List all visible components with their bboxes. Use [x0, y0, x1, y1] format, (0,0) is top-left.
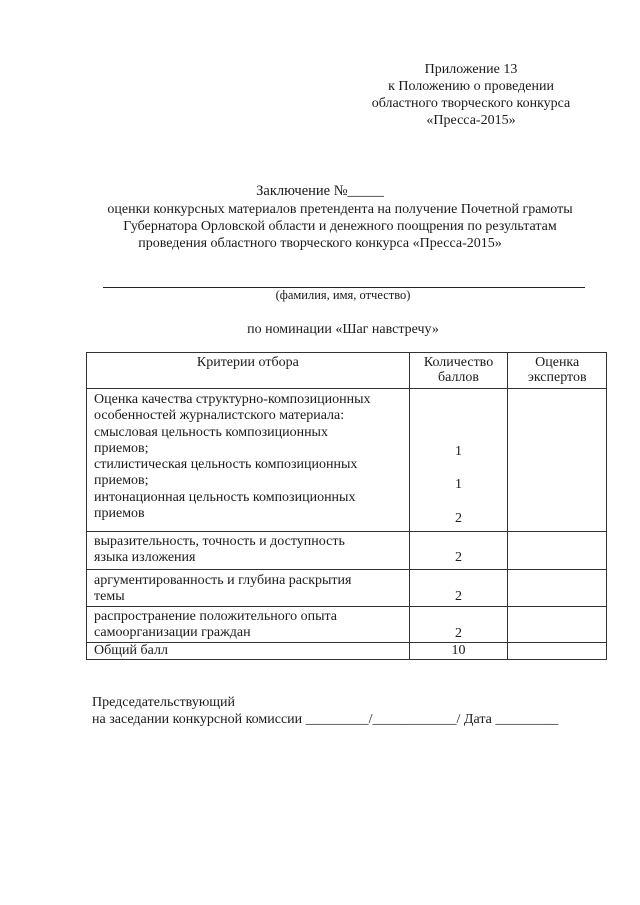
row1-line-2: особенностей журналистского материала:: [94, 408, 345, 424]
row1-criteria: [87, 389, 410, 532]
row4-line-1: распространение положительного опыта: [94, 609, 337, 624]
table-row: [87, 532, 607, 570]
row3-expert: [508, 570, 607, 607]
appendix-line-3: областного творческого конкурса: [371, 96, 571, 111]
name-caption: (фамилия, имя, отчество): [275, 288, 411, 302]
row1-line-7: интонационная цельность композиционных: [94, 489, 356, 505]
row2-score: 2: [455, 550, 463, 565]
row1-line-3: смысловая цельность композиционных: [94, 424, 328, 440]
row1-points: [409, 389, 508, 532]
row1-line-1: Оценка качества структурно-композиционных: [94, 392, 371, 407]
header-points: [409, 353, 508, 389]
header-expert-line-1: Оценка: [535, 355, 580, 370]
signature-line-2: на заседании конкурсной комиссии _________/____________/ Дата _________: [92, 712, 559, 727]
row2-line-1: выразительность, точность и доступность: [94, 534, 345, 549]
row1-expert: [508, 389, 607, 532]
signature-line-1: Председательствующий: [92, 695, 236, 710]
row3-line-1: аргументированность и глубина раскрытия: [94, 573, 352, 588]
header-expert: [508, 353, 607, 389]
table-header-row: [87, 353, 607, 389]
row4-line-2: самоорганизации граждан: [94, 625, 251, 641]
total-score: 10: [451, 643, 466, 658]
row1-score-1: 1: [455, 444, 463, 459]
total-label: Общий балл: [94, 643, 168, 658]
row2-line-2: языка изложения: [94, 550, 196, 566]
row1-line-5: стилистическая цельность композиционных: [94, 457, 358, 473]
header-points-line-2: баллов: [437, 370, 480, 385]
row2-expert: [508, 532, 607, 570]
conclusion-line-1: оценки конкурсных материалов претендента на получение Почетной грамоты: [107, 202, 573, 217]
row4-score: 2: [455, 626, 463, 641]
row2-points: [409, 532, 508, 570]
conclusion-line-2: Губернатора Орловской области и денежного поощрения по результатам: [123, 219, 557, 234]
nomination: по номинации «Шаг навстречу»: [247, 322, 439, 337]
row3-line-2: темы: [94, 589, 125, 605]
total-label-cell: [87, 643, 410, 660]
row3-criteria: [87, 570, 410, 607]
row4-expert: [508, 607, 607, 643]
appendix-line-4: «Пресса-2015»: [426, 113, 516, 128]
table-row: [87, 607, 607, 643]
total-points-cell: [409, 643, 508, 660]
row1-line-8: приемов: [94, 506, 145, 522]
table-row: [87, 570, 607, 607]
header-criteria-label: Критерии отбора: [196, 355, 299, 370]
header-points-line-1: Количество: [423, 355, 494, 370]
row1-line-6: приемов;: [94, 473, 149, 489]
conclusion-line-3: проведения областного творческого конкурса «Пресса-2015»: [138, 236, 502, 251]
row1-score-2: 1: [455, 477, 463, 492]
total-expert-cell: [508, 643, 607, 660]
row3-points: [409, 570, 508, 607]
row1-score-3: 2: [455, 511, 463, 526]
table-total-row: [87, 643, 607, 660]
row1-line-4: приемов;: [94, 440, 149, 456]
appendix-line-2: к Положению о проведении: [388, 79, 554, 94]
header-criteria: [87, 353, 410, 389]
table-row: [87, 389, 607, 532]
row4-points: [409, 607, 508, 643]
conclusion-title: Заключение №_____: [256, 183, 384, 199]
appendix-line-1: Приложение 13: [424, 62, 518, 77]
row3-score: 2: [455, 589, 463, 604]
header-expert-line-2: экспертов: [527, 370, 587, 385]
row4-criteria: [87, 607, 410, 643]
criteria-table: [86, 352, 607, 660]
row2-criteria: [87, 532, 410, 570]
